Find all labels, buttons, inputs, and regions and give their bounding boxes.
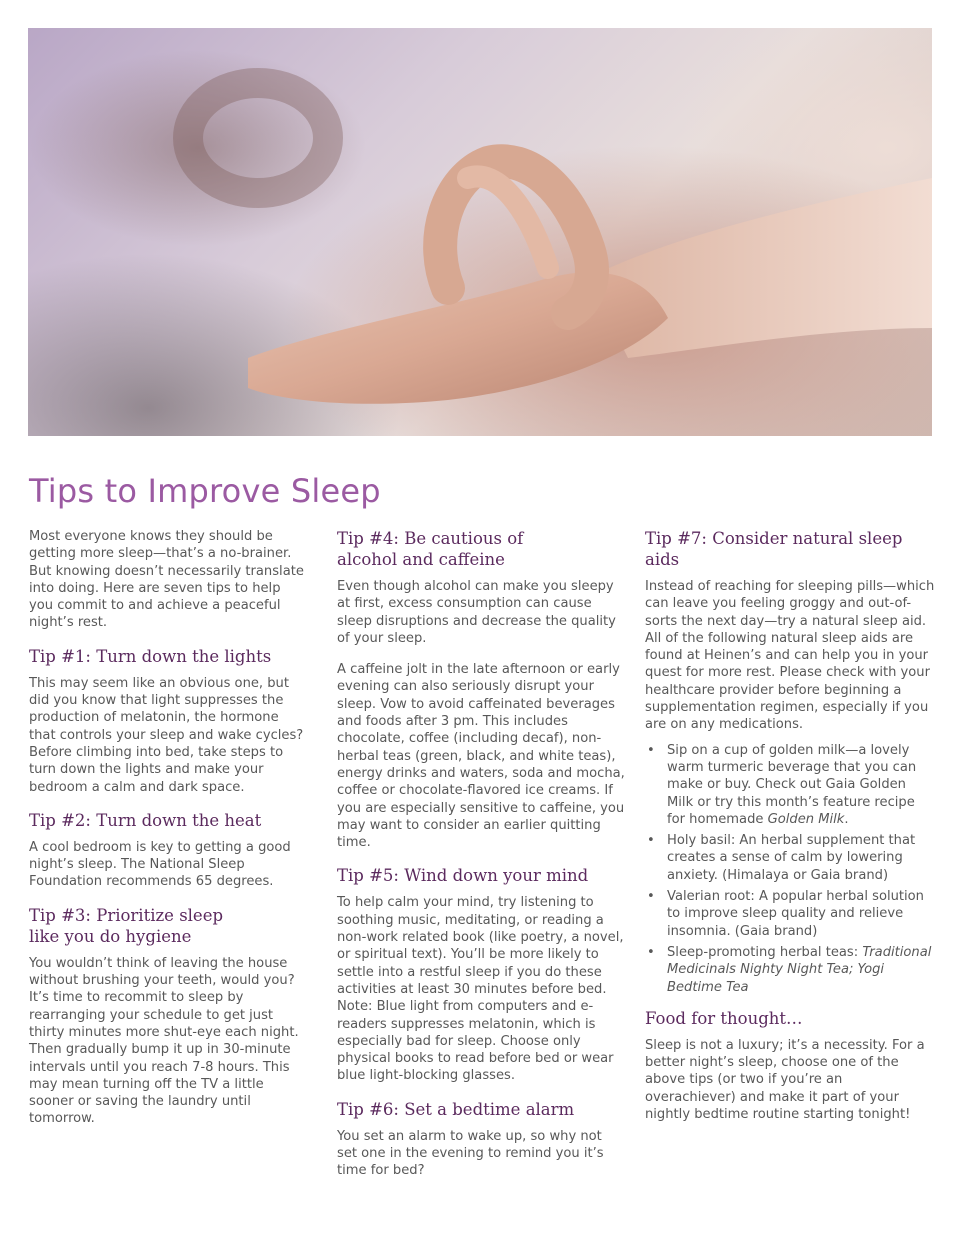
page-title: Tips to Improve Sleep — [29, 472, 381, 510]
column-left — [29, 528, 305, 1142]
food-for-thought-heading: Food for thought… — [645, 1008, 803, 1028]
tip2-heading: Tip #2: Turn down the heat — [29, 810, 262, 830]
golden-milk-period: . — [844, 811, 849, 827]
tip7-body: Instead of reaching for sleeping pills—which can leave you feeling groggy and out-of-sorts the next day—try a natural sleep aid. All of the following natural sleep aids are found at Heinen’s and can help you in your quest for more rest. Please check with your healthcare provider before beginning a supplementation regimen, especially if you are on any medications. — [645, 579, 935, 733]
list-item-golden-milk — [667, 742, 935, 828]
herbal-teas-text: Sleep-promoting herbal teas: — [667, 944, 863, 960]
tip3-heading-line2: like you do hygiene — [29, 926, 192, 946]
tip6-body: You set an alarm to wake up, so why not set one in the evening to remind you it’s time for bed? — [337, 1128, 604, 1179]
hand-illustration — [28, 28, 932, 436]
herbal-teas-brands: Traditional Medicinals Nighty Night Tea; Yogi Bedtime Tea — [667, 944, 932, 995]
column-right — [645, 528, 935, 1137]
tip6-heading: Tip #6: Set a bedtime alarm — [337, 1099, 575, 1119]
sleep-aids-list — [645, 742, 935, 996]
tip1-body: This may seem like an obvious one, but did you know that light suppresses the production of melatonin, the hormone that controls your sleep and wake cycles? Before climbing into bed, take steps to turn down the lights and make your bedroom a calm and dark space. — [29, 675, 304, 795]
tip5-body: To help calm your mind, try listening to soothing music, meditating, or reading a non-work related book (like poetry, a novel, or spiritual text). You’ll be more likely to settle into a restful sleep if you do these activities at least 30 minutes before bed. Note: Blue light from computers and e-readers suppresses melatonin, which is especially bad for sleep. Choose only physical books to read before bed or wear blue light-blocking glasses. — [337, 895, 624, 1084]
tip4-heading-line2: alcohol and caffeine — [337, 550, 505, 569]
tip3-heading-line1: Tip #3: Prioritize sleep — [29, 905, 224, 925]
tip5-heading: Tip #5: Wind down your mind — [337, 866, 589, 886]
hero-photo-meditation-hand — [28, 28, 932, 436]
golden-milk-recipe-name: Golden Milk — [767, 811, 845, 827]
tip2-body: A cool bedroom is key to getting a good night’s sleep. The National Sleep Foundation recommends 65 degrees. — [29, 839, 291, 890]
tip7-heading: Tip #7: Consider natural sleep aids — [645, 529, 903, 569]
tip4-heading — [337, 528, 625, 570]
tip4-heading-line1: Tip #4: Be cautious of — [337, 529, 524, 548]
golden-milk-text: Sip on a cup of golden milk—a lovely warm turmeric beverage that you can make or buy. Check out Gaia Golden Milk or try this month’s feature recipe for homemade — [667, 742, 917, 827]
tip3-heading — [29, 905, 305, 947]
tip4-body-caffeine: A caffeine jolt in the late afternoon or early evening can also seriously disrupt your sleep. Vow to avoid caffeinated beverages and foods after 3 pm. This includes chocolate, coffee (including decaf), non-herbal teas (green, black, and white teas), energy drinks and waters, soda and mocha, coffee or chocolate-flavored ice creams. If you are especially sensitive to caffeine, you may want to consider an earlier quitting time. — [337, 662, 625, 851]
tip4-body-alcohol: Even though alcohol can make you sleepy at first, excess consumption can cause sleep disruptions and decrease the quality of your sleep. — [337, 579, 616, 646]
list-item-holy-basil: • Holy basil: An herbal supplement that creates a sense of calm by lowering anxiety. (Himalaya or Gaia brand) — [667, 832, 935, 884]
tip3-body: You wouldn’t think of leaving the house without brushing your teeth, would you? It’s time to recommit to sleep by rearranging your schedule to get just thirty minutes more shut-eye each night. Then gradually bump it up in 30-minute intervals until you reach 7-8 hours. This may mean turning off the TV a little sooner or saving the laundry until tomorrow. — [29, 955, 299, 1127]
food-for-thought-body: Sleep is not a luxury; it’s a necessity. For a better night’s sleep, choose one of the above tips (or two if you’re an overachiever) and make it part of your nightly bedtime routine starting tonight! — [645, 1037, 925, 1123]
column-middle — [337, 528, 625, 1194]
intro-paragraph: Most everyone knows they should be getting more sleep—that’s a no-brainer. But knowing doesn’t necessarily translate into doing. Here are seven tips to help you commit to and achieve a peaceful night’s rest. — [29, 529, 304, 631]
list-item-herbal-teas — [667, 944, 935, 996]
list-item-valerian-root: • Valerian root: A popular herbal solution to improve sleep quality and relieve insomnia. (Gaia brand) — [667, 888, 935, 940]
tip1-heading: Tip #1: Turn down the lights — [29, 646, 272, 666]
